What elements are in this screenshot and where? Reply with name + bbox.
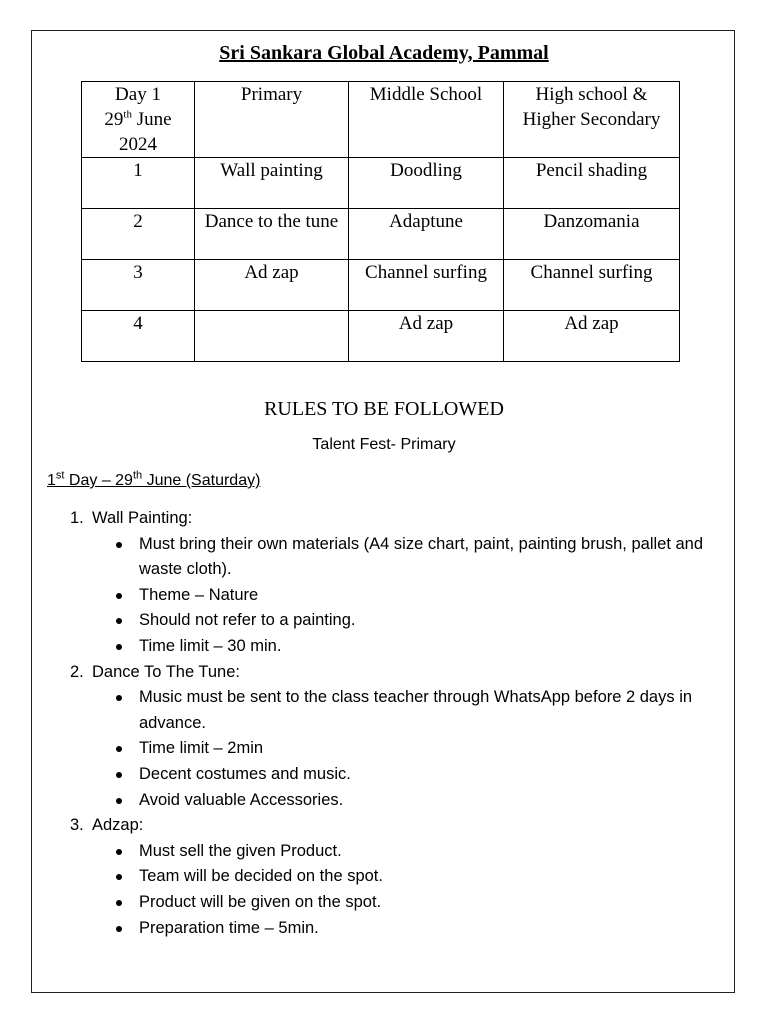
rule-title: Dance To The Tune:: [92, 662, 240, 681]
bullet-text: Must sell the given Product.: [139, 841, 342, 860]
bullet-text: Avoid valuable Accessories.: [139, 790, 344, 809]
date-day: 29: [104, 109, 124, 130]
table-row: [82, 158, 680, 209]
row-number-cell: 2: [82, 209, 195, 260]
rule-number: 2.: [70, 662, 84, 681]
rule-number: 3.: [70, 816, 84, 835]
table-header-row: [82, 82, 680, 158]
rules-heading: RULES TO BE FOLLOWED: [264, 398, 504, 420]
high-school-header-cell: High school & Higher Secondary: [504, 82, 680, 158]
day-number: 1: [47, 472, 56, 489]
bullet-text: Music must be sent to the class teacher through WhatsApp before 2 days in advance.: [139, 688, 693, 732]
bullet-list: [92, 532, 720, 660]
primary-cell: Dance to the tune: [195, 209, 349, 260]
day-date-line: [47, 469, 261, 490]
primary-cell: [195, 311, 349, 362]
primary-cell: Ad zap: [195, 260, 349, 311]
middle-school-cell: Adaptune: [349, 209, 504, 260]
bullet-icon: [116, 849, 122, 855]
bullet-icon: [116, 900, 122, 906]
date-suffix: th: [123, 108, 132, 121]
primary-header-cell: Primary: [195, 82, 349, 158]
row-number-cell: 4: [82, 311, 195, 362]
bullet-icon: [116, 593, 122, 599]
bullet-text: Time limit – 30 min.: [139, 636, 282, 655]
bullet-icon: [116, 644, 122, 650]
bullet-text: Preparation time – 5min.: [139, 918, 319, 937]
schedule-table: [81, 81, 680, 362]
talent-fest-subheading: Talent Fest- Primary: [312, 436, 456, 453]
rule-item: [70, 506, 720, 660]
bullet-item: [92, 864, 720, 890]
bullet-icon: [116, 874, 122, 880]
bullet-text: Must bring their own materials (A4 size chart, paint, painting brush, pallet and waste cloth).: [139, 534, 704, 579]
bullet-icon: [116, 926, 122, 932]
bullet-list: [92, 839, 720, 941]
page-title: Sri Sankara Global Academy, Pammal: [219, 42, 549, 64]
table-row: [82, 209, 680, 260]
bullet-item: [92, 890, 720, 916]
rules-list: [70, 506, 720, 941]
rule-title: Adzap:: [92, 816, 144, 835]
bullet-item: [92, 916, 720, 942]
bullet-item: [92, 583, 720, 609]
bullet-text: Theme – Nature: [139, 585, 259, 604]
rule-number: 1.: [70, 509, 84, 527]
table-row: [82, 260, 680, 311]
bullet-icon: [116, 542, 122, 548]
row-number-cell: 1: [82, 158, 195, 209]
day-header-cell: [82, 82, 195, 158]
day-number-suffix: st: [55, 469, 65, 482]
rule-title: Wall Painting:: [92, 509, 193, 527]
middle-school-cell: Doodling: [349, 158, 504, 209]
bullet-text: Time limit – 2min: [139, 739, 264, 758]
day-label: Day 1: [115, 84, 161, 105]
bullet-text: Team will be decided on the spot.: [139, 867, 383, 886]
bullet-item: [92, 788, 720, 814]
high-school-cell: Ad zap: [504, 311, 680, 362]
table-row: [82, 311, 680, 362]
date-month: June: [131, 109, 172, 130]
middle-school-cell: Channel surfing: [349, 260, 504, 311]
bullet-text: Decent costumes and music.: [139, 764, 351, 783]
bullet-icon: [116, 695, 122, 701]
bullet-text: Should not refer to a painting.: [139, 611, 356, 630]
bullet-text: Product will be given on the spot.: [139, 892, 382, 911]
high-school-cell: Pencil shading: [504, 158, 680, 209]
bullet-item: [92, 762, 720, 788]
bullet-item: [92, 839, 720, 865]
middle-school-cell: Ad zap: [349, 311, 504, 362]
bullet-item: [92, 736, 720, 762]
rule-item: [70, 660, 720, 814]
day-middle-text: Day – 29: [64, 472, 133, 489]
bullet-icon: [116, 798, 122, 804]
bullet-icon: [116, 618, 122, 624]
bullet-list: [92, 685, 720, 813]
primary-cell: Wall painting: [195, 158, 349, 209]
high-school-cell: Danzomania: [504, 209, 680, 260]
bullet-icon: [116, 746, 122, 752]
bullet-icon: [116, 772, 122, 778]
date-year: 2024: [119, 134, 157, 155]
day-end-text: June (Saturday): [142, 472, 261, 489]
rule-item: [70, 813, 720, 941]
bullet-item: [92, 532, 720, 583]
bullet-item: [92, 634, 720, 660]
high-school-cell: Channel surfing: [504, 260, 680, 311]
date-suffix: th: [132, 469, 143, 482]
bullet-item: [92, 685, 720, 736]
row-number-cell: 3: [82, 260, 195, 311]
bullet-item: [92, 608, 720, 634]
middle-school-header-cell: Middle School: [349, 82, 504, 158]
